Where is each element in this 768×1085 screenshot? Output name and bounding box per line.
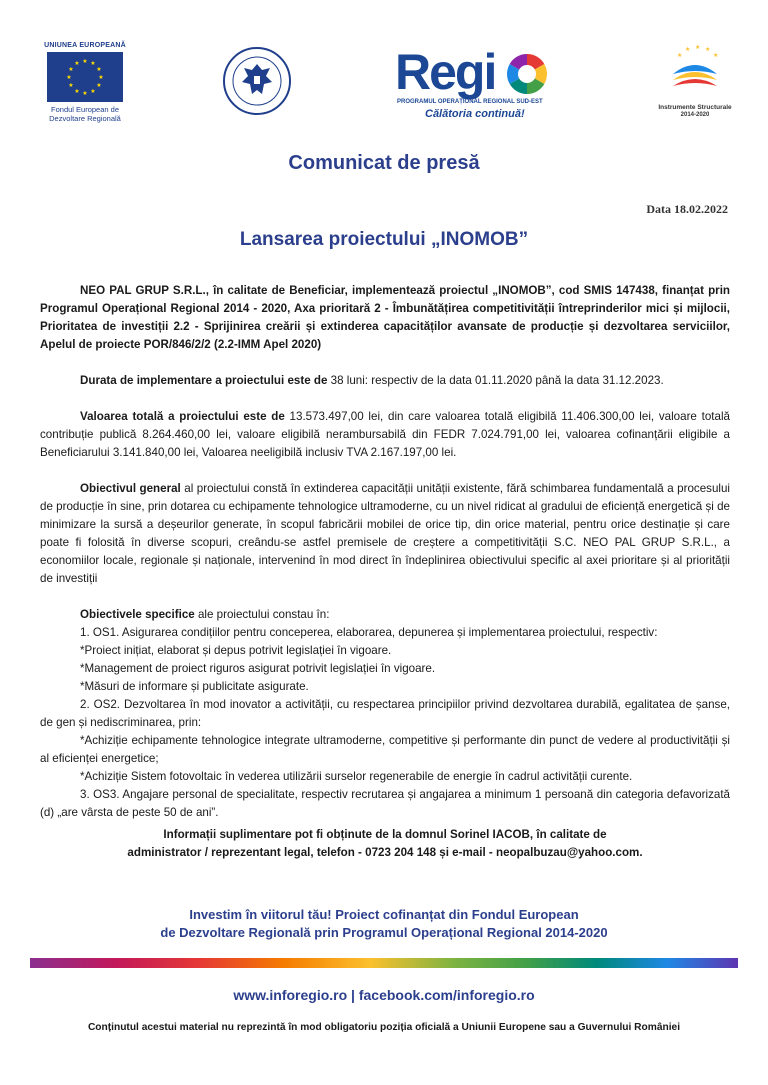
general-objective-text: al proiectului constă în extinderea capacității unității existente, fără schimbarea fundamentală a procesului de producție în sine, prin dotarea cu echipamente tehnologice ultramoderne, cu un nivel ridicat al gradului de eficiență energetică și de minimizare la sursă a deșeurilor generate, în scopul fabricării mobilei de orice tip, din orice material, pentru orice destinație și care poate fi folosită în diverse scopuri, creându-se astfel premisele de creștere a competitivității S.C. NEO PAL GRUP S.R.L., a economiilor locale, regionale și naționale, intervenind în mod direct în îndeplinirea obiectivului specific al axei prioritare și al priorității de investiții xyxy=(40,482,730,585)
svg-text:★: ★ xyxy=(74,88,80,95)
list-item: 2. OS2. Dezvoltarea în mod inovator a activității, cu respectarea principiilor privind dezvoltarea durabilă, egalitatea de șanse, de gen și nediscriminarea, prin: xyxy=(40,698,730,729)
svg-text:★: ★ xyxy=(90,60,96,67)
value-paragraph xyxy=(40,408,730,462)
specific-objectives-label: Obiectivele specifice xyxy=(80,608,195,621)
structural-instruments-years: 2014-2020 xyxy=(680,112,710,118)
rainbow-stripe xyxy=(30,958,738,968)
specific-objectives-heading xyxy=(40,606,730,624)
svg-text:★: ★ xyxy=(82,58,88,65)
regio-o-icon xyxy=(507,54,547,94)
eu-flag-icon xyxy=(47,52,123,102)
svg-text:★: ★ xyxy=(713,52,719,59)
list-item: 3. OS3. Angajare personal de specialitate, respectiv recrutarea și angajarea a minimum 1 persoană din categoria defavorizată (d) „are vârsta de peste 50 de ani”. xyxy=(40,788,730,819)
svg-text:★: ★ xyxy=(96,82,102,89)
regio-tagline: Călătoria continuă! xyxy=(425,108,525,120)
slogan-line1: Investim în viitorul tău! Proiect cofinanțat din Fondul European xyxy=(189,907,579,922)
specific-objectives-intro: ale proiectului constau în: xyxy=(194,608,330,621)
duration-label: Durata de implementare a proiectului este de xyxy=(80,374,328,387)
svg-text:★: ★ xyxy=(685,46,691,53)
svg-text:★: ★ xyxy=(96,66,102,73)
slogan-line2: de Dezvoltare Regională prin Programul Operațional Regional 2014-2020 xyxy=(160,925,608,940)
slogan xyxy=(0,906,768,942)
list-item: *Achiziție echipamente tehnologice integrate ultramoderne, competitive și performante din punct de vedere al productivității și al eficienței energetice; xyxy=(40,734,730,765)
press-release-title: Comunicat de presă xyxy=(288,152,480,174)
list-item: *Măsuri de informare și publicitate asigurate. xyxy=(80,680,309,693)
project-title: Lansarea proiectului „INOMOB” xyxy=(239,229,529,250)
disclaimer: Conținutul acestui material nu reprezintă în mod obligatoriu poziția oficială a Uniunii Europene sau a Guvernului României xyxy=(87,1022,681,1033)
regio-program-line: PROGRAMUL OPERAȚIONAL REGIONAL SUD-EST xyxy=(397,99,543,105)
list-item: *Proiect inițiat, elaborat și depus potrivit legislației în vigoare. xyxy=(80,644,392,657)
list-item: 1. OS1. Asigurarea condițiilor pentru conceperea, elaborarea, depunerea și implementarea proiectului, respectiv: xyxy=(80,626,658,639)
svg-text:★: ★ xyxy=(705,46,711,53)
structural-instruments-title: Instrumente Structurale xyxy=(658,104,732,111)
regio-logo xyxy=(395,46,550,126)
contact-info xyxy=(40,826,730,862)
value-text: 13.573.497,00 lei, din care valoarea totală eligibilă 11.406.300,00 lei, valoare totală contribuție publică 8.264.460,00 lei, valoare eligibilă nerambursabilă din FEDR 7.024.791,00 lei, valoarea cofinanțării eligibile a Beneficiarului 3.141.840,00 lei, Valoarea neeligibilă inclusiv TVA 2.167.197,00 lei. xyxy=(40,410,730,459)
release-date: Data 18.02.2022 xyxy=(646,202,728,216)
specific-objectives xyxy=(40,606,730,822)
intro-text: NEO PAL GRUP S.R.L., în calitate de Beneficiar, implementează proiectul „INOMOB”, cod SMIS 147438, finanțat prin Programul Operațional Regional 2014 - 2020, Axa prioritară 2 - Îmbunătățirea competitivității întreprinderilor mici și mijlocii, Prioritatea de investiții 2.2 - Sprijinirea creării și extinderea capacităților avansate de producție și dezvoltarea serviciilor, Apelul de proiecte POR/846/2/2 (2.2-IMM Apel 2020) xyxy=(40,284,730,351)
list-item: *Management de proiect riguros asigurat potrivit legislației în vigoare. xyxy=(80,662,436,675)
svg-text:★: ★ xyxy=(68,82,74,89)
eu-fund-line1: Fondul European de xyxy=(51,105,119,114)
svg-text:★: ★ xyxy=(677,52,683,59)
svg-text:★: ★ xyxy=(68,66,74,73)
government-seal-icon xyxy=(222,46,292,116)
value-label: Valoarea totală a proiectului este de xyxy=(80,410,285,423)
general-objective-paragraph xyxy=(40,480,730,588)
intro-paragraph xyxy=(40,282,730,354)
svg-text:★: ★ xyxy=(695,44,701,51)
eu-title: UNIUNEA EUROPEANĂ xyxy=(44,42,126,49)
list-item: *Achiziție Sistem fotovoltaic în vederea utilizării surselor regenerabile de energie în cadrul activității curente. xyxy=(80,770,633,783)
svg-text:★: ★ xyxy=(90,88,96,95)
footer-links[interactable]: www.inforegio.ro | facebook.com/inforegio.ro xyxy=(233,987,535,1003)
regio-wordmark: Regi xyxy=(395,44,496,100)
general-objective-label: Obiectivul general xyxy=(80,482,181,495)
duration-text: 38 luni: respectiv de la data 01.11.2020 până la data 31.12.2023. xyxy=(327,374,664,387)
structural-instruments-logo xyxy=(655,42,735,118)
document-body xyxy=(40,282,730,822)
svg-text:★: ★ xyxy=(98,74,104,81)
eu-logo xyxy=(44,42,126,123)
structural-instruments-icon xyxy=(667,42,723,102)
header-logos xyxy=(0,40,768,130)
svg-text:★: ★ xyxy=(82,90,88,97)
duration-paragraph xyxy=(40,372,730,390)
svg-text:★: ★ xyxy=(74,60,80,67)
contact-info-line1: Informații suplimentare pot fi obținute de la domnul Sorinel IACOB, în calitate de xyxy=(163,828,607,841)
contact-info-line2: administrator / reprezentant legal, telefon - 0723 204 148 și e-mail - neopalbuzau@yahoo.com. xyxy=(127,846,643,859)
eu-fund-line2: Dezvoltare Regională xyxy=(49,114,121,123)
svg-text:★: ★ xyxy=(66,74,72,81)
